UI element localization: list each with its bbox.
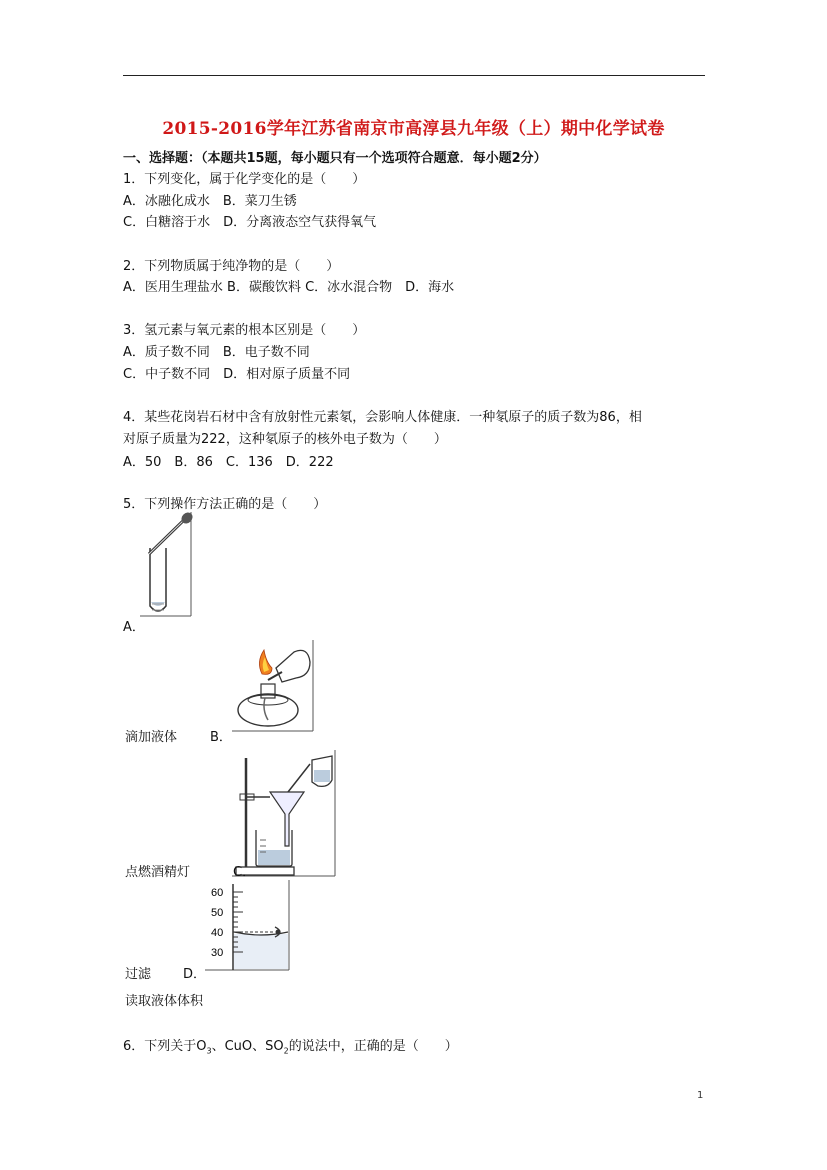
tick-label-60: 60	[211, 887, 224, 899]
question-5-stem: 5．下列操作方法正确的是（ ）	[123, 497, 327, 512]
graduated-cylinder-figure	[205, 880, 321, 972]
page-number: 1	[697, 1090, 704, 1101]
question-6-text-a: 6．下列关于O	[123, 1039, 207, 1054]
question-3-stem: 3．氢元素与氧元素的根本区别是（ ）	[123, 323, 366, 338]
dropper-test-tube-figure	[140, 512, 194, 618]
question-1-stem: 1．下列变化，属于化学变化的是（ ）	[123, 172, 366, 187]
question-6-text-c: 的说法中，正确的是（ ）	[288, 1039, 458, 1054]
section-heading: 一、选择题：（本题共15题，每小题只有一个选项符合题意．每小题2分）	[123, 151, 547, 166]
page-title: 2015-2016学年江苏省南京市高淳县九年级（上）期中化学试卷	[162, 119, 665, 139]
option-b-label: B．	[210, 730, 232, 745]
tick-label-40: 40	[211, 927, 224, 939]
question-6-text-b: 、CuO、SO	[211, 1039, 284, 1054]
option-d-label: D．	[183, 967, 207, 982]
header-rule	[123, 75, 705, 76]
question-1-options-line1: A．冰融化成水 B．菜刀生锈	[123, 194, 297, 209]
tick-label-50: 50	[211, 907, 224, 919]
question-4-stem-cont: 对原子质量为222，这种氡原子的核外电子数为（ ）	[123, 432, 447, 447]
option-a-caption: 滴加液体	[125, 730, 178, 745]
question-1-options-line2: C．白糖溶于水 D．分离液态空气获得氧气	[123, 215, 377, 230]
option-d-caption: 读取液体体积	[125, 994, 204, 1009]
question-4-stem: 4．某些花岗岩石材中含有放射性元素氡，会影响人体健康．一种氡原子的质子数为86，相	[123, 410, 642, 425]
question-2-options: A．医用生理盐水 B．碳酸饮料 C．冰水混合物 D．海水	[123, 280, 455, 295]
option-b-caption: 点燃酒精灯	[125, 865, 191, 880]
option-a-label: A．	[123, 620, 145, 635]
question-6-stem	[123, 1035, 458, 1056]
filtration-figure	[232, 750, 338, 878]
alcohol-lamp-figure	[232, 640, 316, 732]
question-3-options-line2: C．中子数不同 D．相对原子质量不同	[123, 367, 351, 382]
question-2-stem: 2．下列物质属于纯净物的是（ ）	[123, 259, 340, 274]
subscript-3: 3	[206, 1046, 212, 1056]
question-3-options-line1: A．质子数不同 B．电子数不同	[123, 345, 310, 360]
option-c-label: C．	[233, 865, 256, 880]
question-4-options: A．50 B．86 C．136 D．222	[123, 455, 334, 470]
subscript-2: 2	[283, 1046, 289, 1056]
tick-label-30: 30	[211, 947, 224, 959]
option-c-caption: 过滤	[125, 967, 152, 982]
